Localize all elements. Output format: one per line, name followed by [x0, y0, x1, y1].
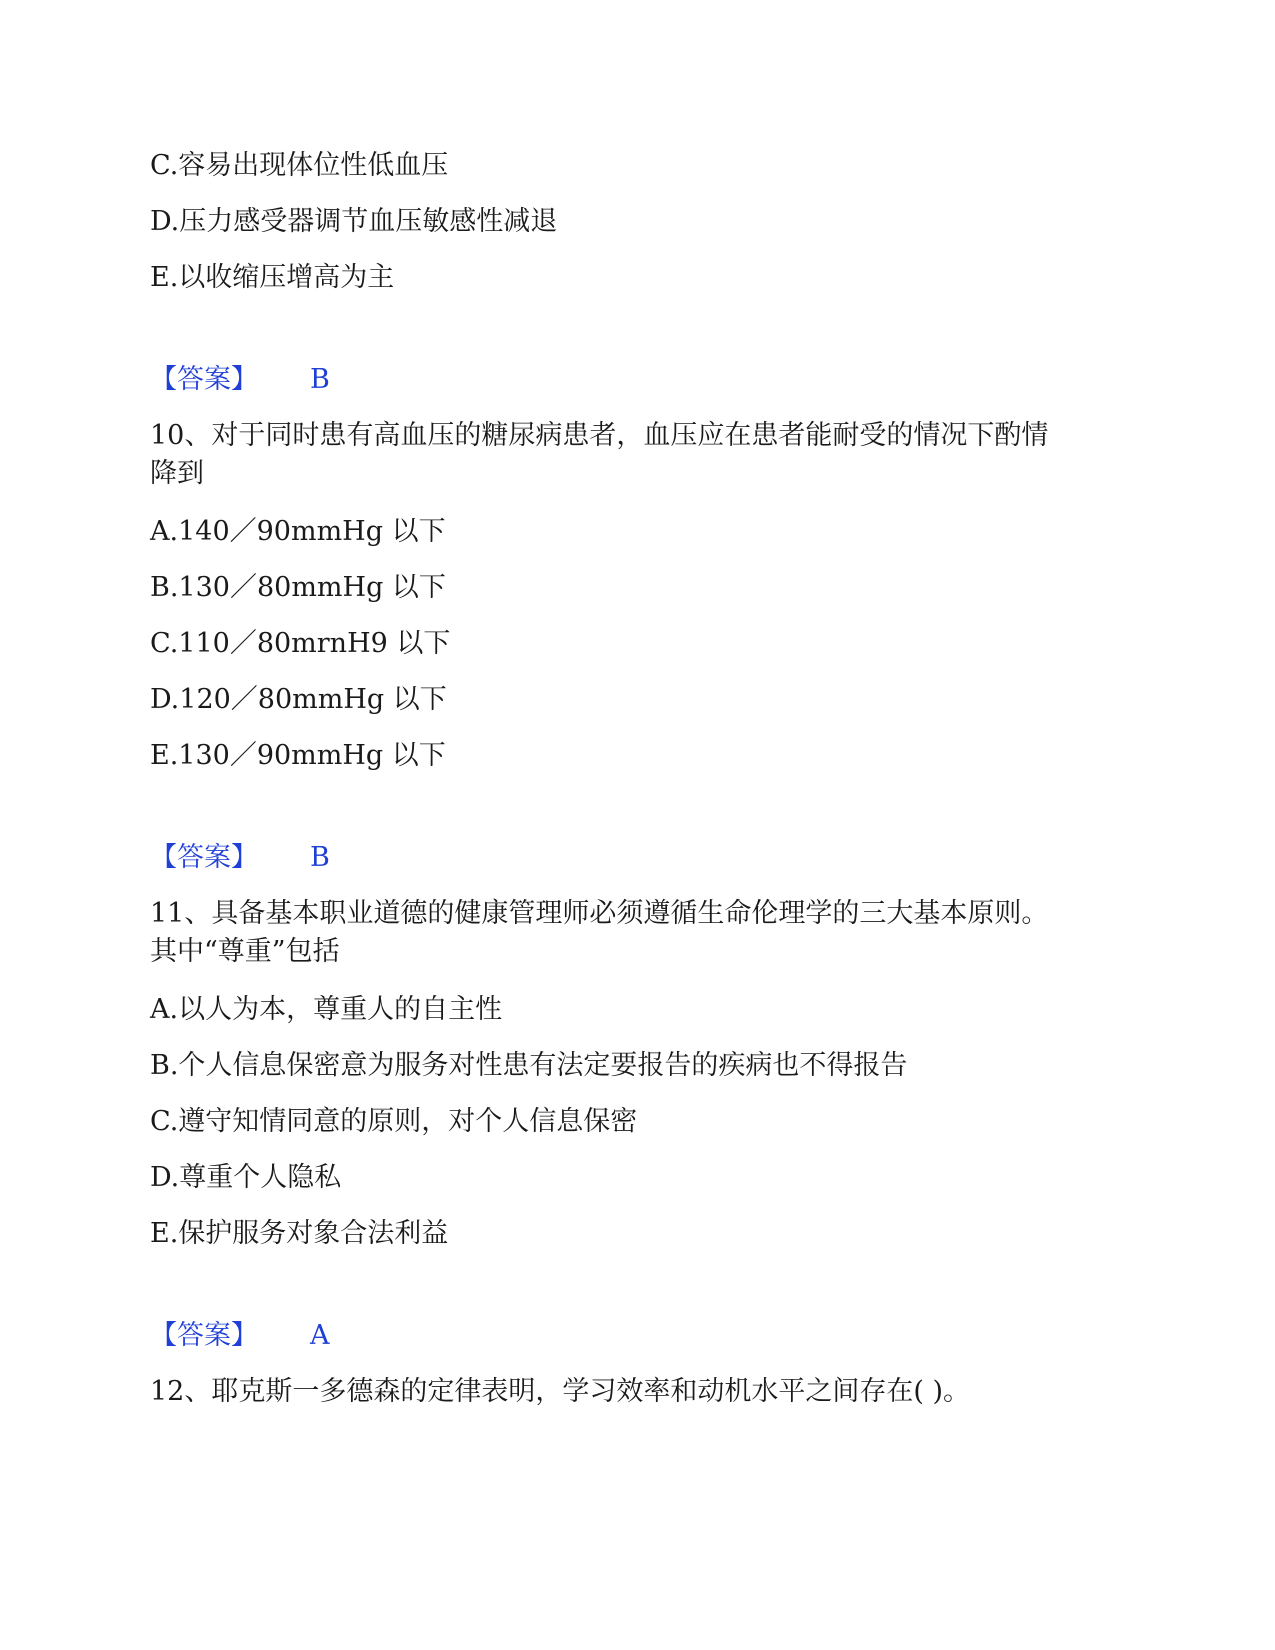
q10-option-d: D.120／80mmHg 以下	[150, 684, 447, 715]
answer-value: B	[310, 364, 330, 395]
q9-option-c: C.容易出现体位性低血压	[150, 150, 449, 181]
q11-answer	[150, 1316, 330, 1356]
q11-option-b: B.个人信息保密意为服务对性患有法定要报告的疾病也不得报告	[150, 1050, 908, 1081]
q10-stem-line1: 10、对于同时患有高血压的糖尿病患者，血压应在患者能耐受的情况下酌情	[150, 420, 1049, 451]
answer-value: B	[310, 842, 330, 873]
q9-option-d: D.压力感受器调节血压敏感性减退	[150, 206, 558, 237]
q11-option-a: A.以人为本，尊重人的自主性	[150, 994, 503, 1025]
q10-option-c: C.110／80mrnH9 以下	[150, 628, 451, 659]
q11-option-c: C.遵守知情同意的原则，对个人信息保密	[150, 1106, 638, 1137]
q10-stem-line2: 降到	[150, 458, 204, 489]
answer-label: 【答案】	[150, 842, 258, 873]
answer-label: 【答案】	[150, 1320, 258, 1351]
q11-option-e: E.保护服务对象合法利益	[150, 1218, 449, 1249]
q9-option-e: E.以收缩压增高为主	[150, 262, 395, 293]
q10-option-b: B.130／80mmHg 以下	[150, 572, 446, 603]
q10-option-a: A.140／90mmHg 以下	[150, 516, 446, 547]
q9-answer	[150, 360, 330, 400]
q10-option-e: E.130／90mmHg 以下	[150, 740, 446, 771]
answer-value: A	[310, 1320, 330, 1351]
q11-stem-line2: 其中“尊重”包括	[150, 936, 340, 967]
q10-answer	[150, 838, 330, 878]
q11-option-d: D.尊重个人隐私	[150, 1162, 342, 1193]
q12-stem-line1: 12、耶克斯一多德森的定律表明，学习效率和动机水平之间存在( )。	[150, 1376, 971, 1407]
answer-label: 【答案】	[150, 364, 258, 395]
q11-stem-line1: 11、具备基本职业道德的健康管理师必须遵循生命伦理学的三大基本原则。	[150, 898, 1049, 929]
